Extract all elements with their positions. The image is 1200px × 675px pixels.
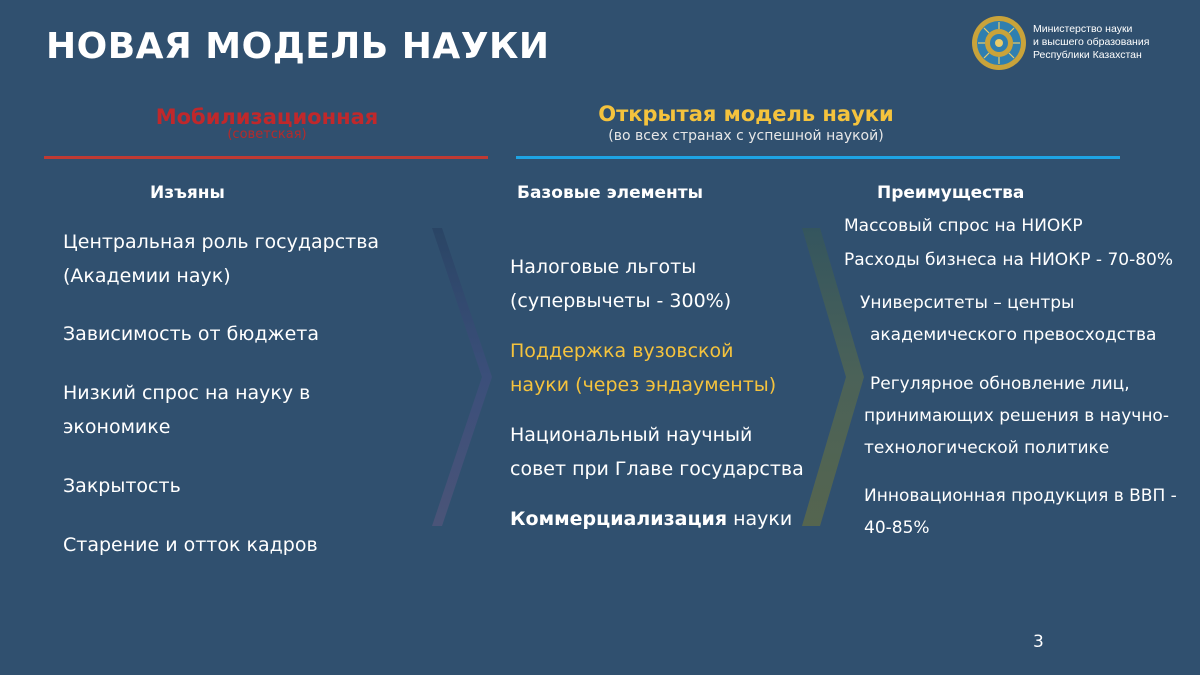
flaw-item: Закрытость [63, 475, 181, 497]
base-element-item: Налоговые льготы (супервычеты - 300%) [510, 256, 732, 312]
right-divider [516, 156, 1120, 159]
mobilization-model-heading: Мобилизационная (советская) [155, 105, 379, 142]
base-element-item: Коммерциализация науки [510, 508, 793, 530]
left-divider [44, 156, 488, 159]
advantage-item: Университеты – центры академического превосходства [860, 293, 1157, 345]
page-number: 3 [1033, 632, 1044, 652]
chevron-right-icon [430, 228, 494, 526]
advantage-item: Инновационная продукция в ВВП - 40-85% [864, 486, 1177, 538]
flaw-item: Низкий спрос на науку в экономике [63, 382, 311, 438]
flaw-item: Зависимость от бюджета [63, 323, 319, 345]
flaw-item: Старение и отток кадров [63, 534, 318, 556]
advantage-item: Массовый спрос на НИОКР [844, 216, 1083, 236]
base-element-item: Поддержка вузовской науки (через эндаументы) [510, 340, 777, 396]
advantage-item: Расходы бизнеса на НИОКР - 70-80% [844, 250, 1174, 270]
page-title: НОВАЯ МОДЕЛЬ НАУКИ [46, 26, 550, 67]
base-elements-column-title: Базовые элементы [517, 183, 704, 203]
open-model-heading: Открытая модель науки (во всех странах с успешной наукой) [598, 102, 894, 144]
ministry-name: Министерство науки и высшего образования Республики Казахстан [1033, 23, 1150, 61]
advantage-item: Регулярное обновление лиц, принимающих решения в научно- технологической политике [864, 374, 1169, 458]
base-element-item: Национальный научный совет при Главе государства [510, 424, 804, 480]
flaws-column-title: Изъяны [150, 183, 225, 203]
flaw-item: Центральная роль государства (Академии наук) [63, 231, 380, 287]
kazakhstan-emblem-icon [970, 14, 1028, 72]
advantages-column-title: Преимущества [877, 183, 1025, 203]
